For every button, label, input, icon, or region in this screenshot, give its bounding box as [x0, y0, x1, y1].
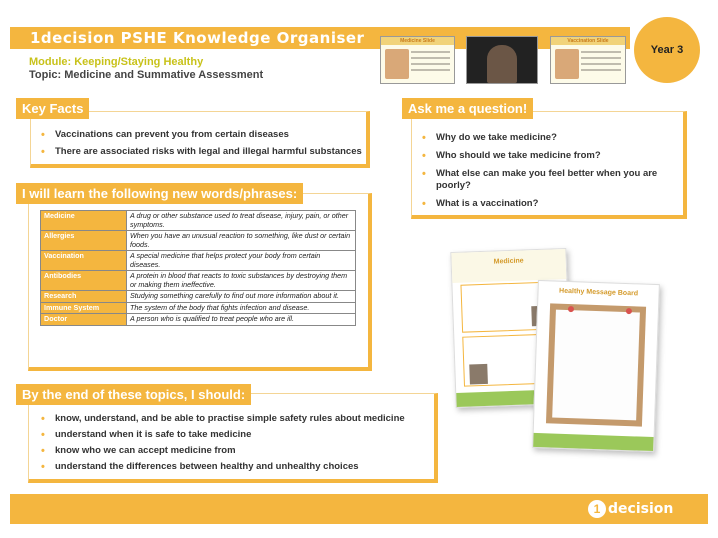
vocab-term: Doctor	[41, 314, 127, 326]
table-row	[41, 211, 356, 231]
table-row	[41, 251, 356, 271]
worksheet-title: Medicine	[493, 257, 524, 266]
key-facts-panel	[30, 111, 370, 168]
vocab-term: Antibodies	[41, 271, 127, 291]
video-thumbnail[interactable]	[466, 36, 538, 84]
table-row	[41, 271, 356, 291]
ask-question-panel	[411, 111, 687, 219]
list-item: • Who should we take medicine from?	[418, 150, 680, 162]
topic-label: Topic: Medicine and Summative Assessment	[29, 69, 264, 81]
vocab-definition: A person who is qualified to treat people who are ill.	[127, 314, 356, 326]
worksheet-title: Healthy Message Board	[558, 287, 639, 298]
list-item: • There are associated risks with legal and illegal harmful substances	[37, 146, 362, 158]
page-title: 1decision PSHE Knowledge Organiser	[30, 29, 365, 47]
module-label: Module: Keeping/Staying Healthy	[29, 56, 204, 68]
vocab-definition: A drug or other substance used to treat disease, injury, pain, or other symptoms.	[127, 211, 356, 231]
list-item: • know, understand, and be able to practise simple safety rules about medicine	[37, 413, 405, 425]
vocab-definition: When you have an unusual reaction to something, like dust or certain foods.	[127, 231, 356, 251]
vocab-term: Allergies	[41, 231, 127, 251]
table-row	[41, 302, 356, 314]
table-row	[41, 291, 356, 303]
table-row	[41, 231, 356, 251]
worksheet-footer	[533, 433, 653, 451]
list-item: • Why do we take medicine?	[418, 132, 680, 144]
logo-icon: 1	[588, 500, 606, 518]
vocab-definition: A special medicine that helps protect your body from certain diseases.	[127, 251, 356, 271]
key-facts-heading: Key Facts	[16, 98, 89, 119]
thumbnail-image	[385, 49, 409, 79]
question-list	[418, 132, 680, 216]
list-item: • What is a vaccination?	[418, 198, 680, 210]
thumbnail-text-lines	[581, 51, 621, 75]
vocab-term: Medicine	[41, 211, 127, 231]
list-item: • What else can make you feel better when you are poorly?	[418, 168, 680, 192]
list-item: • Vaccinations can prevent you from certain diseases	[37, 129, 362, 141]
message-board-frame	[546, 303, 646, 426]
list-item: • understand when it is safe to take medicine	[37, 429, 405, 441]
worksheet-image	[469, 364, 488, 385]
year-badge: Year 3	[634, 17, 700, 83]
learning-outcomes-heading: By the end of these topics, I should:	[16, 384, 251, 405]
outcomes-list	[37, 413, 405, 477]
brand-logo[interactable]	[588, 500, 673, 518]
table-row	[41, 314, 356, 326]
vocab-term: Vaccination	[41, 251, 127, 271]
ask-question-heading: Ask me a question!	[402, 98, 533, 119]
vocab-definition: The system of the body that fights infection and disease.	[127, 302, 356, 314]
list-item: • understand the differences between healthy and unhealthy choices	[37, 461, 405, 473]
vocab-term: Immune System	[41, 302, 127, 314]
list-item: • know who we can accept medicine from	[37, 445, 405, 457]
vocab-term: Research	[41, 291, 127, 303]
thumbnail-title: Vaccination Slide	[567, 38, 609, 44]
thumbnail-title: Medicine Slide	[400, 38, 435, 44]
message-board-worksheet-preview[interactable]	[532, 280, 660, 452]
vocab-definition: Studying something carefully to find out more information about it.	[127, 291, 356, 303]
key-facts-list	[37, 129, 362, 163]
learning-outcomes-panel	[28, 393, 438, 483]
vocabulary-heading: I will learn the following new words/phrases:	[16, 183, 303, 204]
slide-thumbnail-medicine[interactable]	[380, 36, 455, 84]
slide-thumbnail-vaccination[interactable]	[550, 36, 626, 84]
thumbnail-image	[555, 49, 579, 79]
vocab-definition: A protein in blood that reacts to toxic substances by destroying them or making them ineffective.	[127, 271, 356, 291]
thumbnail-image	[487, 45, 517, 83]
vocabulary-table	[40, 210, 356, 326]
logo-text: decision	[608, 501, 674, 517]
message-board-surface	[552, 310, 640, 421]
thumbnail-text-lines	[411, 51, 450, 75]
